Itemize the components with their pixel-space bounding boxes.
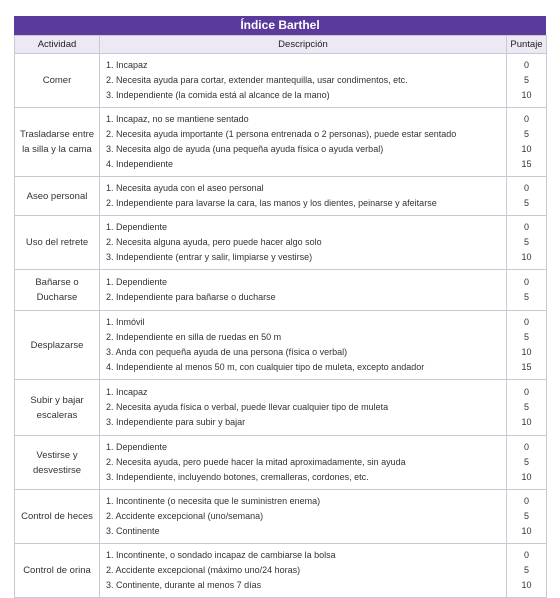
description-item: 2. Necesita ayuda física o verbal, puede llevar cualquier tipo de muleta	[106, 402, 389, 412]
description-item: 2. Independiente para lavarse la cara, las manos y los dientes, peinarse y afeitarse	[106, 198, 437, 208]
description-item: 1. Incapaz	[106, 60, 148, 70]
score-value: 0	[523, 317, 529, 327]
score-value: 0	[523, 550, 529, 560]
table-row	[15, 436, 547, 490]
description-item: 3. Independiente (entrar y salir, limpiarse y vestirse)	[106, 252, 313, 262]
description-item: 3. Independiente para subir y bajar	[106, 417, 246, 427]
description-item: 2. Independiente para bañarse o ducharse	[106, 292, 276, 302]
description-item: 2. Necesita ayuda, pero puede hacer la mitad aproximadamente, sin ayuda	[106, 457, 406, 467]
description-item: 2. Necesita ayuda importante (1 persona entrenada o 2 personas), puede estar sentado	[106, 129, 457, 139]
table-row	[15, 54, 547, 108]
description-cell	[100, 54, 507, 108]
description-item: 1. Inmóvil	[106, 317, 145, 327]
description-item: 3. Independiente, incluyendo botones, cremalleras, cordones, etc.	[106, 472, 369, 482]
score-value: 10	[521, 472, 532, 482]
activity-cell: Comer	[15, 54, 100, 108]
table-body	[15, 54, 547, 598]
description-cell	[100, 108, 507, 177]
score-value: 10	[521, 144, 532, 154]
description-item: 1. Dependiente	[106, 277, 168, 287]
score-cell	[507, 270, 547, 311]
header-activity: Actividad	[15, 36, 100, 54]
description-item: 3. Anda con pequeña ayuda de una persona (física o verbal)	[106, 347, 348, 357]
description-item: 2. Necesita alguna ayuda, pero puede hacer algo solo	[106, 237, 322, 247]
score-value: 10	[521, 417, 532, 427]
score-value: 5	[523, 75, 529, 85]
barthel-table	[14, 35, 547, 598]
score-value: 5	[523, 237, 529, 247]
description-item: 3. Continente, durante al menos 7 días	[106, 580, 262, 590]
score-value: 5	[523, 457, 529, 467]
score-value: 0	[523, 387, 529, 397]
score-value: 0	[523, 277, 529, 287]
score-value: 0	[523, 183, 529, 193]
score-value: 10	[521, 580, 532, 590]
description-cell	[100, 270, 507, 311]
score-value: 5	[523, 129, 529, 139]
description-item: 2. Independiente en silla de ruedas en 50 m	[106, 332, 282, 342]
description-cell	[100, 490, 507, 544]
score-cell	[507, 544, 547, 598]
table-row	[15, 311, 547, 380]
table-row	[15, 177, 547, 216]
score-value: 0	[523, 496, 529, 506]
score-value: 15	[521, 159, 532, 169]
description-item: 3. Independiente (la comida está al alcance de la mano)	[106, 90, 330, 100]
table-row	[15, 544, 547, 598]
activity-cell: Desplazarse	[15, 311, 100, 380]
description-cell	[100, 380, 507, 436]
activity-cell: Bañarse o Ducharse	[15, 270, 100, 311]
score-cell	[507, 108, 547, 177]
description-item: 1. Incapaz, no se mantiene sentado	[106, 114, 249, 124]
score-value: 5	[523, 332, 529, 342]
header-score: Puntaje	[507, 36, 547, 54]
score-cell	[507, 436, 547, 490]
activity-cell: Vestirse y desvestirse	[15, 436, 100, 490]
score-value: 0	[523, 114, 529, 124]
score-cell	[507, 177, 547, 216]
description-cell	[100, 436, 507, 490]
description-item: 1. Dependiente	[106, 442, 168, 452]
table-row	[15, 108, 547, 177]
activity-cell: Uso del retrete	[15, 216, 100, 270]
barthel-index-sheet	[14, 16, 546, 598]
header-description: Descripción	[100, 36, 507, 54]
description-item: 4. Independiente al menos 50 m, con cualquier tipo de muleta, excepto andador	[106, 362, 425, 372]
description-cell	[100, 177, 507, 216]
description-item: 1. Incapaz	[106, 387, 148, 397]
score-cell	[507, 490, 547, 544]
score-value: 10	[521, 526, 532, 536]
activity-cell: Subir y bajar escaleras	[15, 380, 100, 436]
score-cell	[507, 54, 547, 108]
score-value: 5	[523, 565, 529, 575]
table-row	[15, 216, 547, 270]
description-cell	[100, 311, 507, 380]
description-item: 4. Independiente	[106, 159, 174, 169]
table-row	[15, 380, 547, 436]
description-item: 1. Incontinente, o sondado incapaz de cambiarse la bolsa	[106, 550, 336, 560]
activity-cell: Trasladarse entre la silla y la cama	[15, 108, 100, 177]
activity-cell: Control de orina	[15, 544, 100, 598]
score-value: 5	[523, 292, 529, 302]
score-value: 5	[523, 402, 529, 412]
score-value: 10	[521, 90, 532, 100]
activity-cell: Aseo personal	[15, 177, 100, 216]
score-value: 0	[523, 442, 529, 452]
description-cell	[100, 544, 507, 598]
table-row	[15, 270, 547, 311]
score-value: 10	[521, 252, 532, 262]
score-value: 10	[521, 347, 532, 357]
activity-cell: Control de heces	[15, 490, 100, 544]
description-item: 3. Continente	[106, 526, 160, 536]
score-value: 15	[521, 362, 532, 372]
description-item: 2. Necesita ayuda para cortar, extender mantequilla, usar condimentos, etc.	[106, 75, 408, 85]
description-item: 2. Accidente excepcional (máximo uno/24 horas)	[106, 565, 301, 575]
header-row	[15, 36, 547, 54]
score-value: 5	[523, 198, 529, 208]
score-value: 5	[523, 511, 529, 521]
description-item: 3. Necesita algo de ayuda (una pequeña ayuda física o ayuda verbal)	[106, 144, 384, 154]
description-cell	[100, 216, 507, 270]
score-cell	[507, 380, 547, 436]
description-item: 1. Necesita ayuda con el aseo personal	[106, 183, 264, 193]
score-cell	[507, 216, 547, 270]
description-item: 1. Incontinente (o necesita que le suministren enema)	[106, 496, 321, 506]
table-row	[15, 490, 547, 544]
score-value: 0	[523, 60, 529, 70]
score-value: 0	[523, 222, 529, 232]
description-item: 2. Accidente excepcional (uno/semana)	[106, 511, 264, 521]
score-cell	[507, 311, 547, 380]
description-item: 1. Dependiente	[106, 222, 168, 232]
table-title: Índice Barthel	[14, 16, 546, 35]
